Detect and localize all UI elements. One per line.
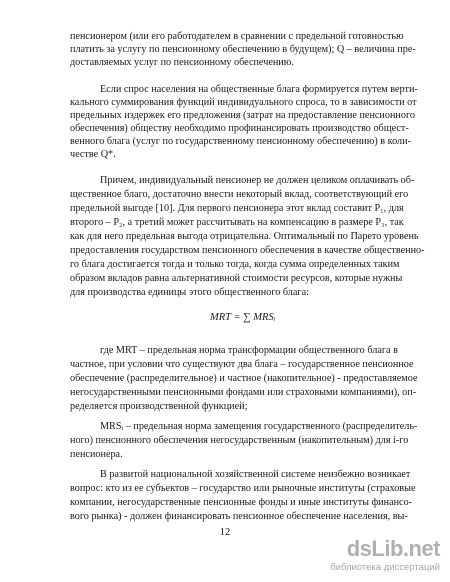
formula: MRT = ∑ MRSᵢ xyxy=(210,312,276,323)
text-line: доставляемых услуг по пенсионному обеспечению. xyxy=(70,57,294,68)
text-line: щественное благо, достаточно внести некоторый вклад, соответствующий его xyxy=(70,189,409,200)
text-line: вого рынка) - должен финансировать пенсионное обеспечение населения, вы- xyxy=(70,511,408,522)
text-line: вопрос: кто из ее субъектов – государство или рыночные институты (страховые xyxy=(70,483,416,494)
text-line: обеспечения) обществу необходимо профинансировать производство общест- xyxy=(70,123,409,134)
text-line: ного) пенсионного обеспечения негосударственным (накопительным) для i-го xyxy=(70,435,409,446)
text-line: второго – P₂, а третий может рассчитывать на компенсацию в размере P₃, так xyxy=(70,217,404,228)
text-line: В развитой национальной хозяйственной системе неизбежно возникает xyxy=(100,469,411,480)
text-line: обеспечение (распределительное) и частное (накопительное) - предоставляемое xyxy=(70,373,418,384)
page-number: 12 xyxy=(219,527,231,538)
text-line: платить за услугу по пенсионному обеспечению в будущем); Q – величина пре- xyxy=(70,44,416,55)
watermark xyxy=(290,536,440,576)
text-line: пенсионером (или его работодателем в сравнении с предельной готовностью xyxy=(70,31,404,42)
text-line: Если спрос населения на общественные блага формируется путем верти- xyxy=(100,84,418,95)
text-line: го блага достигается тогда и только тогда, когда сумма определенных таким xyxy=(70,259,400,270)
text-line: ределяется производственной функцией; xyxy=(70,401,248,412)
text-line: негосударственными пенсионными фондами или страховыми компаниями), оп- xyxy=(70,387,417,398)
text-line: предельной выгоде [10]. Для первого пенсионера этот вклад составит P₁, для xyxy=(70,203,404,214)
watermark-logo: dsLib.net xyxy=(346,536,440,561)
text-line: MRSᵢ – предельная норма замещения государственного (распределитель- xyxy=(100,421,418,432)
text-line: образом вкладов равна альтернативной стоимости ресурсов, которые нужны xyxy=(70,273,403,284)
text-line: честве Q*. xyxy=(70,149,116,160)
text-line: для производства единицы этого общественного блага: xyxy=(70,287,309,298)
text-line: кального суммирования функций индивидуального спроса, то в зависимости от xyxy=(70,97,417,108)
text-line: частное, при условии что существуют два блага – государственное пенсионное xyxy=(70,359,414,370)
text-line: венного блага (услуг по государственному пенсионному обеспечению) в коли- xyxy=(70,136,411,147)
text-line: как для него предельная выгода отрицательна. Оптимальный по Парето уровень xyxy=(70,231,419,242)
text-line: предоставления государством пенсионного обеспечения в качестве общественно- xyxy=(70,245,425,256)
text-line: пенсионера. xyxy=(70,449,123,460)
text-line: Причем, индивидуальный пенсионер не должен целиком оплачивать об- xyxy=(100,175,415,186)
watermark-subtitle: библиотека диссертаций xyxy=(330,562,440,573)
text-line: компании, негосударственные пенсионные фонды и иные институты финансо- xyxy=(70,497,413,508)
text-line: где MRT – предельная норма трансформации общественного блага в xyxy=(100,345,398,356)
text-line: предельных издержек его предложения (затрат на предоставление пенсионного xyxy=(70,110,415,121)
